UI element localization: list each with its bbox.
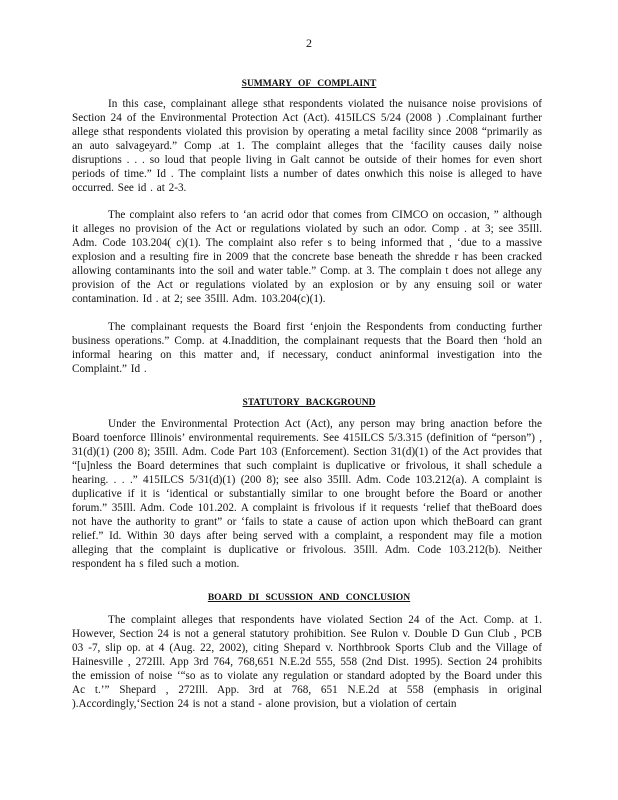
summary-paragraph-1: In this case, complainant allege sthat respondents violated the nuisance noise provisions of Section 24 of the Environmental Protection Act (Act). 415ILCS 5/24 (2008 ) .Complainant further allege sthat respondents violated this provision by operating a metal facility since 2008 “primarily as an auto salvageyard.” Comp .at 1. The complaint alleges that the ‘facility causes daily noise disruptions . . . so loud that people living in Galt cannot be outside of their homes for even short periods of time.” Id . The complaint lists a number of dates onwhich this noise is alleged to have occurred. See id . at 2-3. <box>72 98 542 195</box>
heading-board-discussion-and-conclusion: BOARD DI SCUSSION AND CONCLUSION <box>207 593 411 603</box>
heading-statutory-background: STATUTORY BACKGROUND <box>242 398 376 408</box>
board-paragraph-1: The complaint alleges that respondents have violated Section 24 of the Act. Comp. at 1. However, Section 24 is not a general statutory prohibition. See Rulon v. Double D Gun Club , PCB 03 -7, slip op. at 4 (Aug. 22, 2002), citing Shepard v. Northbrook Sports Club and the Village of Hainesville , 272Ill. App 3rd 764, 768,651 N.E.2d 555, 558 (2nd Dist. 1995). Section 24 prohibits the emission of noise ‘“so as to violate any regulation or standard adopted by the Board under this Ac t.’” Shepard , 272Ill. App. 3rd at 768, 651 N.E.2d at 558 (emphasis in original ).Accordingly,‘Section 24 is not a stand - alone provision, but a violation of certain <box>72 614 542 711</box>
summary-paragraph-3: The complainant requests the Board first ‘enjoin the Respondents from conducting further business operations.” Comp. at 4.Inaddition, the complainant requests that the Board then ‘hold an informal hearing on this matter and, if necessary, conduct aninformal investigation into the Complaint.” Id . <box>72 321 542 376</box>
statutory-paragraph-1: Under the Environmental Protection Act (Act), any person may bring anaction before the Board toenforce Illinois’ environmental requirements. See 415ILCS 5/3.315 (definition of “person”) , 31(d)(1) (200 8); 35Ill. Adm. Code Part 103 (Enforcement). Section 31(d)(1) of the Act provides that “[u]nless the Board determines that such complaint is duplicative or frivolous, it shall schedule a hearing. . . .” 415ILCS 5/31(d)(1) (200 8); see also 35Ill. Adm. Code 103.212(a). A complaint is duplicative if it is ‘identical or substantially similar to one brought before the Board or another forum.” 35Ill. Adm. Code 101.202. A complaint is frivolous if it requests ‘relief that theBoard does not have the authority to grant” or ‘fails to state a cause of action upon which theBoard can grant relief.” Id. Within 30 days after being served with a complaint, a respondent may file a motion alleging that the complaint is duplicative or frivolous. 35Ill. Adm. Code 103.212(b). Neither respondent ha s filed such a motion. <box>72 418 542 571</box>
summary-paragraph-2: The complaint also refers to ‘an acrid odor that comes from CIMCO on occasion, ” although it alleges no provision of the Act or regulations violated by such an odor. Comp . at 3; see 35Ill. Adm. Code 103.204( c)(1). The complaint also refer s to being informed that , ‘due to a massive explosion and a resulting fire in 2009 that the concrete base beneath the shredde r has been cracked allowing contaminants into the soil and water table.” Comp. at 3. The complain t does not allege any provision of the Act or regulations violated by an explosion or by any ensuing soil or water contamination. Id . at 2; see 35Ill. Adm. 103.204(c)(1). <box>72 209 542 306</box>
page-number: 2 <box>306 36 312 50</box>
heading-summary-of-complaint: SUMMARY OF COMPLAINT <box>241 79 377 89</box>
